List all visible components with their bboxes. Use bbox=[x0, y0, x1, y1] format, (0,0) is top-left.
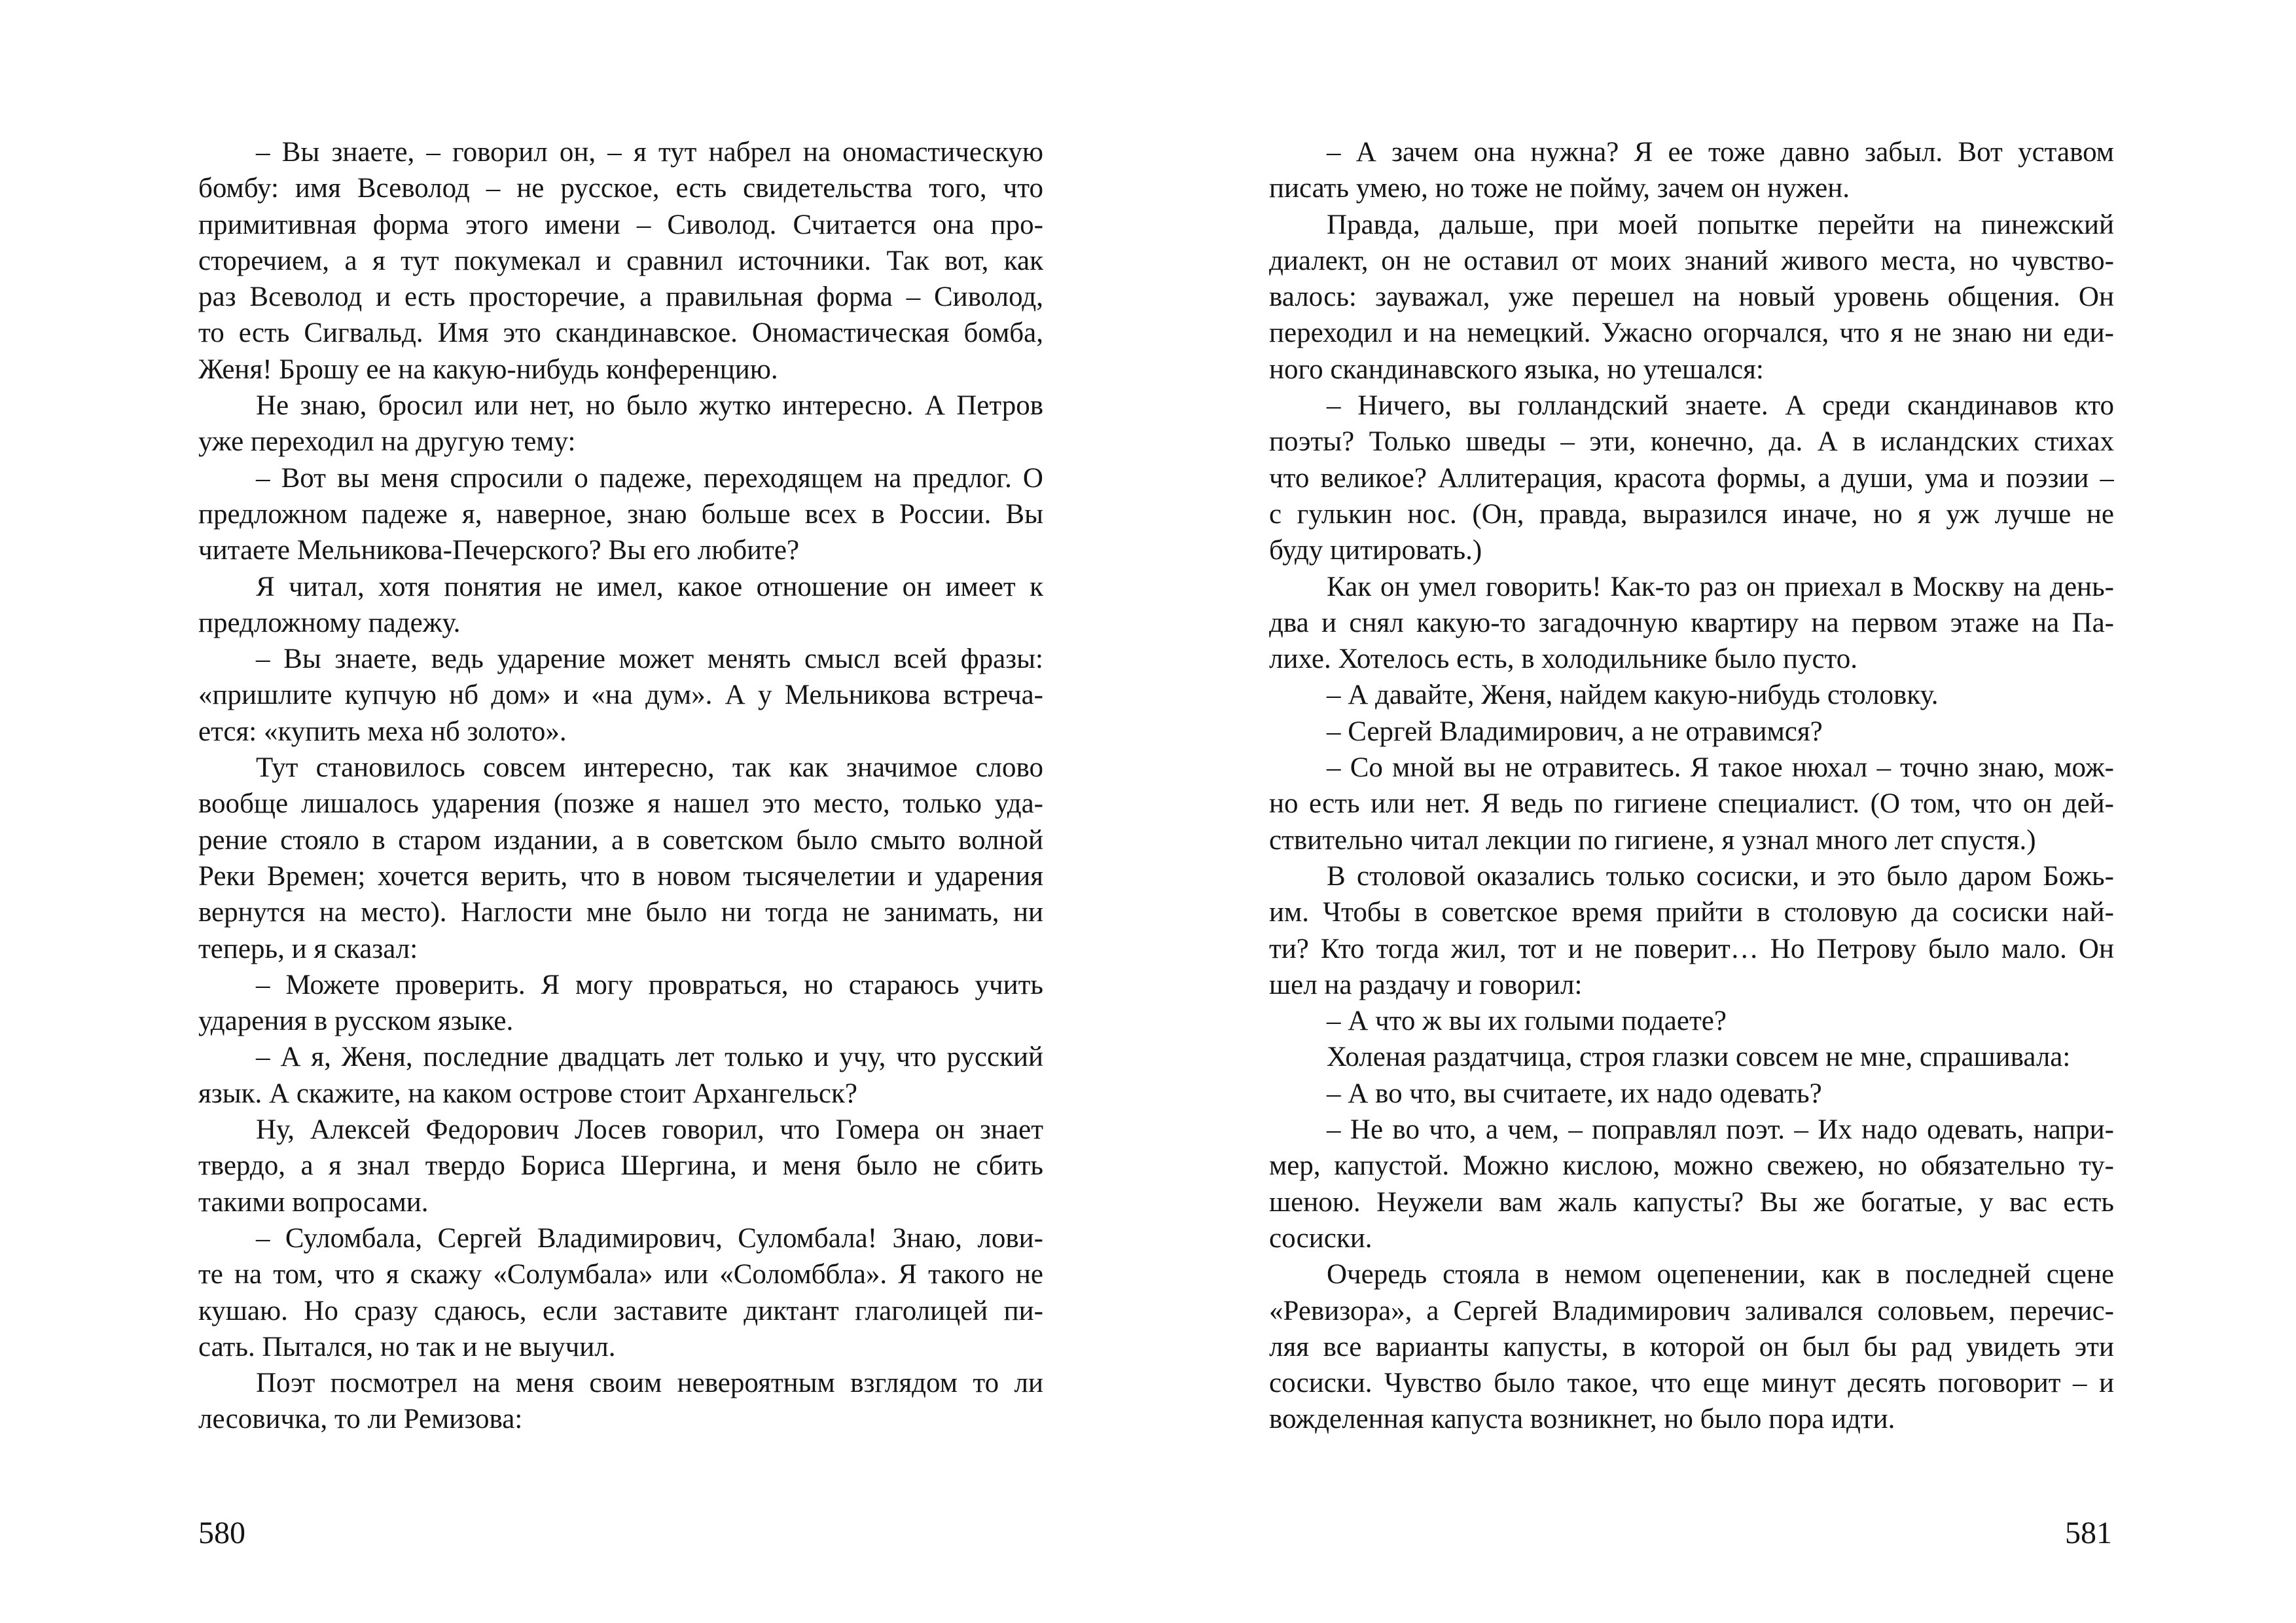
text-line: – А давайте, Женя, найдем какую-нибудь столовку. bbox=[1327, 680, 1939, 711]
text-line: уже переходил на другую тему: bbox=[198, 426, 576, 458]
text-line: твердо, а я знал твердо Бориса Шергина, и меня было не сбить bbox=[198, 1150, 1043, 1182]
text-line: лесовичка, то ли Ремизова: bbox=[198, 1404, 523, 1435]
text-line: Очередь стояла в немом оцепенении, как в последней сцене bbox=[1327, 1259, 2114, 1290]
text-line: два и снял какую-то загадочную квартиру на первом этаже на Па- bbox=[1269, 607, 2114, 638]
text-line: – Суломбала, Сергей Владимирович, Суломбала! Знаю, лови- bbox=[256, 1222, 1043, 1254]
text-line: Не знаю, бросил или нет, но было жутко интересно. А Петров bbox=[256, 390, 1043, 422]
text-line: примитивная форма этого имени – Сиволод. Считается она про- bbox=[198, 209, 1043, 240]
left-page-number: 580 bbox=[198, 1516, 245, 1550]
text-line: Как он умел говорить! Как-то раз он приехал в Москву на день- bbox=[1327, 571, 2114, 602]
text-line: рение стояло в старом издании, а в советском было смыто волной bbox=[198, 824, 1043, 856]
text-line: но есть или нет. Я ведь по гигиене специалист. (О том, что он дей- bbox=[1269, 788, 2114, 820]
text-line: язык. А скажите, на каком острове стоит Архангельск? bbox=[198, 1078, 857, 1109]
text-line: теперь, и я сказал: bbox=[198, 933, 418, 964]
text-line: шеною. Неужели вам жаль капусты? Вы же богатые, у вас есть bbox=[1269, 1186, 2114, 1218]
text-line: Тут становилось совсем интересно, так как значимое слово bbox=[256, 752, 1043, 784]
text-line: – Ничего, вы голландский знаете. А среди скандинавов кто bbox=[1327, 390, 2114, 422]
text-line: переходил и на немецкий. Ужасно огорчался, что я не знаю ни еди- bbox=[1269, 318, 2114, 349]
text-line: те на том, что я скажу «Солумбала» или «Соломббла». Я такого не bbox=[198, 1259, 1043, 1290]
text-line: Ну, Алексей Федорович Лосев говорил, что Гомера он знает bbox=[256, 1114, 1043, 1146]
text-line: диалект, он не оставил от моих знаний живого места, но чувство- bbox=[1269, 245, 2114, 276]
text-line: вернутся на место). Наглости мне было ни тогда не занимать, ни bbox=[198, 897, 1043, 928]
text-line: такими вопросами. bbox=[198, 1186, 429, 1218]
text-line: валось: зауважал, уже перешел на новый уровень общения. Он bbox=[1269, 282, 2114, 313]
text-line: раз Всеволод и есть просторечие, а правильная форма – Сиволод, bbox=[198, 282, 1043, 313]
text-line: им. Чтобы в советское время прийти в столовую да сосиски най- bbox=[1269, 897, 2114, 928]
text-line: бомбу: имя Всеволод – не русское, есть свидетельства того, что bbox=[198, 173, 1043, 204]
text-line: вообще лишалось ударения (позже я нашел это место, только уда- bbox=[198, 788, 1043, 820]
text-line: – Вы знаете, ведь ударение может менять смысл всей фразы: bbox=[256, 644, 1043, 675]
text-line: ного скандинавского языка, но утешался: bbox=[1269, 354, 1764, 385]
text-line: вожделенная капуста возникнет, но было пора идти. bbox=[1269, 1404, 1895, 1435]
text-line: ти? Кто тогда жил, тот и не поверит… Но Петрову было мало. Он bbox=[1269, 933, 2114, 964]
text-line: буду цитировать.) bbox=[1269, 535, 1482, 566]
text-line: что великое? Аллитерация, красота формы, а души, ума и поэзии – bbox=[1269, 462, 2114, 494]
text-line: кушаю. Но сразу сдаюсь, если заставите диктант глаголицей пи- bbox=[198, 1295, 1043, 1326]
text-line: ется: «купить меха нб золото». bbox=[198, 716, 567, 747]
text-line: – Сергей Владимирович, а не отравимся? bbox=[1327, 716, 1823, 747]
text-line: – А я, Женя, последние двадцать лет только и учу, что русский bbox=[256, 1042, 1043, 1073]
text-line: лихе. Хотелось есть, в холодильнике было пусто. bbox=[1269, 644, 1858, 675]
text-line: читаете Мельникова-Печерского? Вы его любите? bbox=[198, 535, 800, 566]
text-line: Реки Времен; хочется верить, что в новом тысячелетии и ударения bbox=[198, 860, 1043, 892]
text-line: сторечием, а я тут покумекал и сравнил источники. Так вот, как bbox=[198, 245, 1043, 276]
text-line: Поэт посмотрел на меня своим невероятным взглядом то ли bbox=[256, 1368, 1043, 1399]
text-line: Холеная раздатчица, строя глазки совсем не мне, спрашивала: bbox=[1327, 1042, 2071, 1073]
text-line: – Можете проверить. Я могу провраться, но стараюсь учить bbox=[256, 969, 1043, 1000]
text-line: предложном падеже я, наверное, знаю больше всех в России. Вы bbox=[198, 498, 1043, 530]
text-line: предложному падежу. bbox=[198, 607, 461, 638]
text-line: – Вы знаете, – говорил он, – я тут набрел на ономастическую bbox=[256, 137, 1043, 168]
text-line: – А во что, вы считаете, их надо одевать? bbox=[1327, 1078, 1822, 1109]
right-page-text bbox=[1269, 134, 2114, 1438]
text-line: – Со мной вы не отравитесь. Я такое нюхал – точно знаю, мож- bbox=[1327, 752, 2114, 784]
right-page-number: 581 bbox=[2065, 1516, 2112, 1550]
text-line: ствительно читал лекции по гигиене, я узнал много лет спустя.) bbox=[1269, 824, 2036, 856]
text-line: – Вот вы меня спросили о падеже, переходящем на предлог. О bbox=[256, 462, 1043, 494]
text-line: с гулькин нос. (Он, правда, выразился иначе, но я уж лучше не bbox=[1269, 498, 2114, 530]
text-line: – А зачем она нужна? Я ее тоже давно забыл. Вот уставом bbox=[1327, 137, 2114, 168]
text-line: Я читал, хотя понятия не имел, какое отношение он имеет к bbox=[256, 571, 1043, 602]
text-line: – Не во что, а чем, – поправлял поэт. – Их надо одевать, напри- bbox=[1327, 1114, 2114, 1146]
text-line: сать. Пытался, но так и не выучил. bbox=[198, 1331, 616, 1362]
text-line: В столовой оказались только сосиски, и это было даром Божь- bbox=[1327, 860, 2114, 892]
text-line: – А что ж вы их голыми подаете? bbox=[1327, 1006, 1727, 1037]
text-line: «Ревизора», а Сергей Владимирович заливался соловьем, перечис- bbox=[1269, 1295, 2114, 1326]
text-line: поэты? Только шведы – эти, конечно, да. А в исландских стихах bbox=[1269, 426, 2114, 458]
text-line: то есть Сигвальд. Имя это скандинавское. Ономастическая бомба, bbox=[198, 318, 1043, 349]
text-line: писать умею, но тоже не пойму, зачем он нужен. bbox=[1269, 173, 1850, 204]
text-line: шел на раздачу и говорил: bbox=[1269, 969, 1583, 1000]
text-line: «пришлите купчую нб дом» и «на дум». А у Мельникова встреча- bbox=[198, 680, 1043, 711]
text-line: ударения в русском языке. bbox=[198, 1006, 514, 1037]
text-line: сосиски. Чувство было такое, что еще минут десять поговорит – и bbox=[1269, 1368, 2114, 1399]
text-line: мер, капустой. Можно кислою, можно свежею, но обязательно ту- bbox=[1269, 1150, 2114, 1182]
left-page-text bbox=[198, 134, 1043, 1438]
text-line: ляя все варианты капусты, в которой он был бы рад увидеть эти bbox=[1269, 1331, 2114, 1362]
text-line: Правда, дальше, при моей попытке перейти на пинежский bbox=[1327, 209, 2114, 240]
text-line: сосиски. bbox=[1269, 1222, 1372, 1254]
text-line: Женя! Брошу ее на какую-нибудь конференцию. bbox=[198, 354, 778, 385]
